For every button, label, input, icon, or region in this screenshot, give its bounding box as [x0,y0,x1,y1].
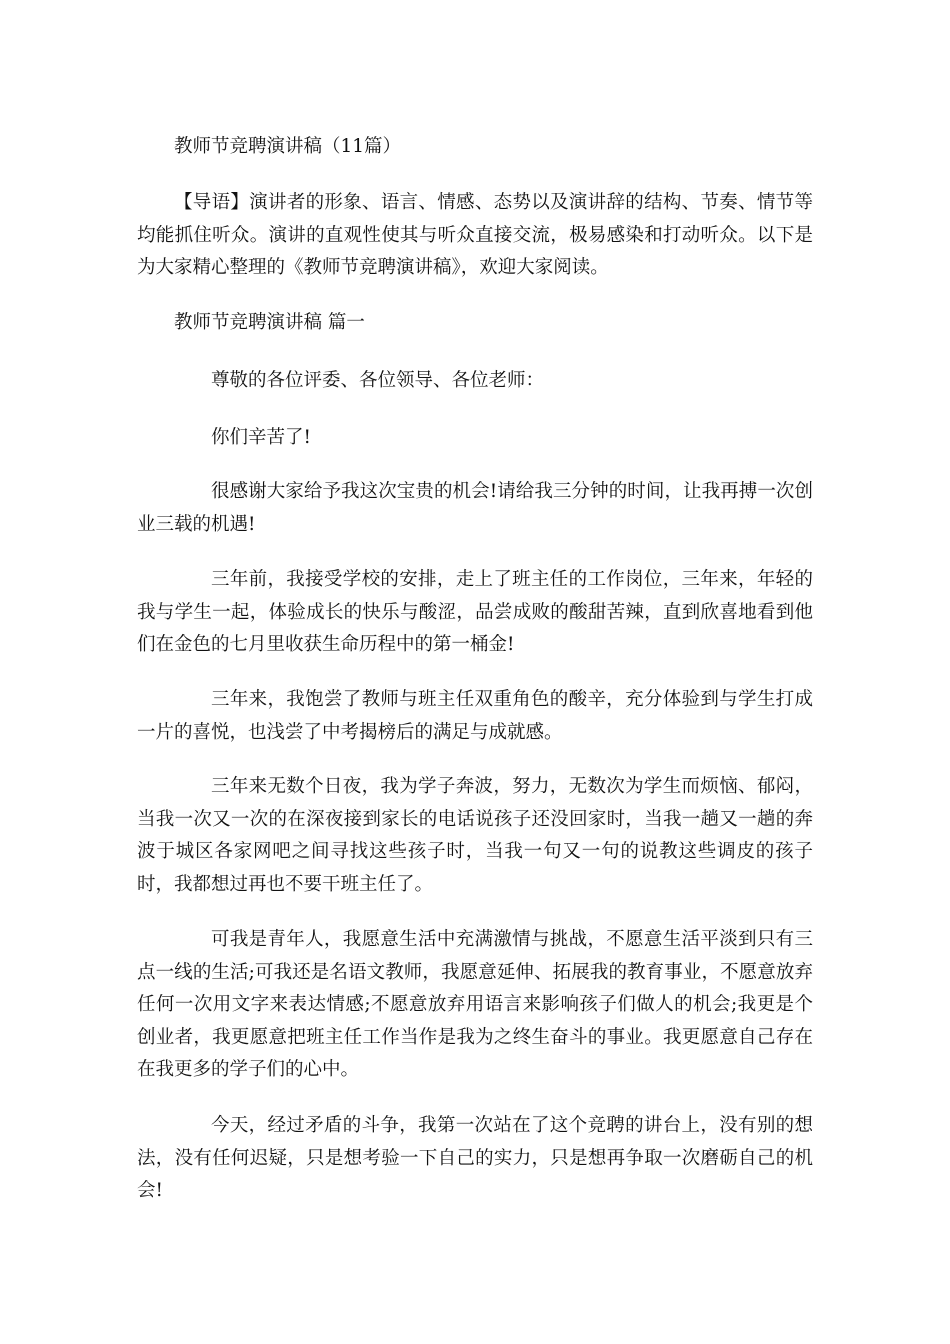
section-heading: 教师节竞聘演讲稿 篇一 [174,312,365,333]
document-title: 教师节竞聘演讲稿（11篇） [174,136,402,157]
intro-paragraph: 【导语】演讲者的形象、语言、情感、态势以及演讲辞的结构、节奏、情节等均能抓住听众。演讲的直观性使其与听众直接交流，极易感染和打动听众。以下是为大家精心整理的《教师节竞聘演讲稿》，欢迎大家阅读。 [137,192,813,278]
paragraph-three-years-ago: 三年前，我接受学校的安排，走上了班主任的工作岗位，三年来，年轻的我与学生一起，体验成长的快乐与酸涩，品尝成败的酸甜苦辣，直到欣喜地看到他们在金色的七月里收获生命历程中的第一桶金! [137,569,813,655]
paragraph-today: 今天，经过矛盾的斗争，我第一次站在了这个竞聘的讲台上，没有别的想法，没有任何迟疑，只是想考验一下自己的实力，只是想再争取一次磨砺自己的机会! [137,1115,813,1201]
paragraph-young-teacher: 可我是青年人，我愿意生活中充满激情与挑战，不愿意生活平淡到只有三点一线的生活;可我还是名语文教师，我愿意延伸、拓展我的教育事业，不愿意放弃任何一次用文字来表达情感;不愿意放弃用语言来影响孩子们做人的机会;我更是个创业者，我更愿意把班主任工作当作是我为之终生奋斗的事业。我更愿意自己存在在我更多的学子们的心中。 [137,929,813,1080]
paragraph-greeting: 你们辛苦了! [211,427,311,448]
paragraph-days-and-nights: 三年来无数个日夜，我为学子奔波，努力，无数次为学生而烦恼、郁闷，当我一次又一次的在深夜接到家长的电话说孩子还没回家时，当我一趟又一趟的奔波于城区各家网吧之间寻找这些孩子时，当我一句又一句的说教这些调皮的孩子时，我都想过再也不要干班主任了。 [137,776,813,895]
paragraph-thanks: 很感谢大家给予我这次宝贵的机会!请给我三分钟的时间，让我再搏一次创业三载的机遇! [137,481,813,535]
paragraph-salutation: 尊敬的各位评委、各位领导、各位老师： [211,370,545,391]
paragraph-three-years: 三年来，我饱尝了教师与班主任双重角色的酸辛，充分体验到与学生打成一片的喜悦，也浅尝了中考揭榜后的满足与成就感。 [137,689,813,743]
